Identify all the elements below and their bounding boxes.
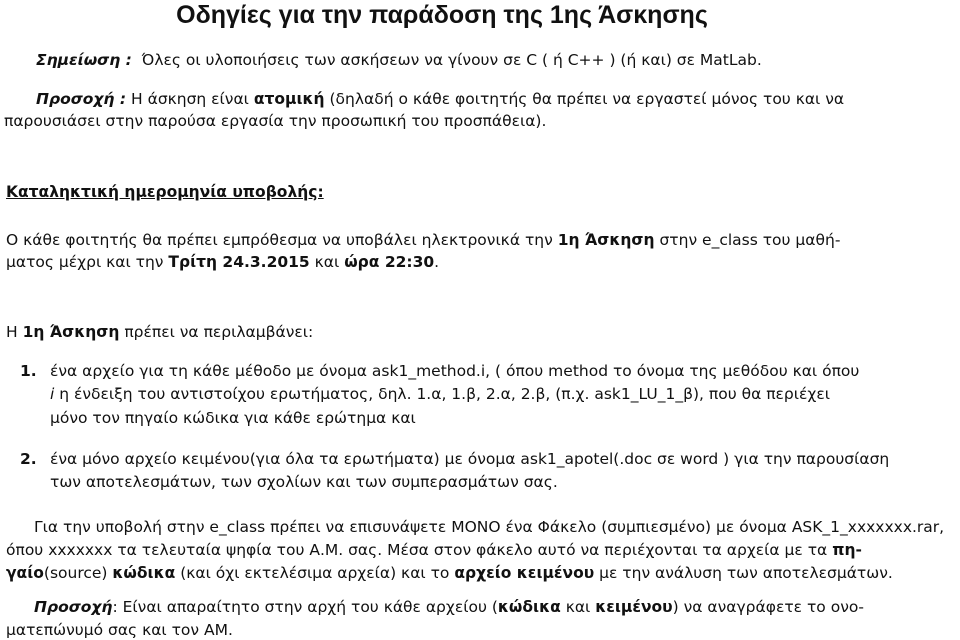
attention2-text-2: και	[565, 598, 591, 616]
deadline-line-2	[6, 252, 439, 272]
deadline-text-1: Ο κάθε φοιτητής θα πρέπει εμπρόθεσμα να υποβάλει ηλεκτρονικά την	[6, 231, 553, 249]
attention-text-2: (δηλαδή ο κάθε φοιτητής θα πρέπει να εργαστεί μόνος του και να	[329, 90, 845, 108]
submission-bold-1: πη-	[832, 541, 862, 559]
submission-text-2: (και όχι εκτελέσιμα αρχεία) και το	[180, 564, 450, 582]
page-title: Οδηγίες για την παράδοση της 1ης Άσκησης	[176, 1, 708, 29]
item-text: ένα μόνο αρχείο κειμένου(για όλα τα ερωτήματα) με όνομα ask1_apotel(.doc σε word ) για την παρουσίαση	[50, 450, 890, 468]
submission-line-3	[6, 563, 893, 583]
submission-text-file: αρχείο κειμένου	[454, 564, 595, 582]
attention-line-2: παρουσιάσει στην παρούσα εργασία την προσωπική του προσπάθεια).	[4, 112, 547, 130]
item-number: 1.	[20, 362, 37, 380]
attention-label: Προσοχή :	[36, 90, 127, 108]
submission-line-2	[6, 540, 862, 560]
deadline-date: Τρίτη 24.3.2015	[168, 253, 310, 271]
attention-bold: ατομική	[253, 90, 325, 108]
contents-text-1: Η	[6, 323, 18, 341]
contents-assignment: 1η Άσκηση	[22, 323, 120, 341]
deadline-text-2: στην e_class του μαθή-	[659, 231, 841, 249]
attention2-label: Προσοχή	[34, 598, 113, 616]
attention-line-1	[36, 89, 844, 109]
deadline-text-3: ματος μέχρι και την	[6, 253, 164, 271]
submission-text-3: με την ανάλυση των αποτελεσμάτων.	[599, 564, 893, 582]
item-2-line-2: των αποτελεσμάτων, των σχολίων και των συμπερασμάτων σας.	[50, 473, 558, 491]
deadline-heading	[6, 182, 324, 202]
deadline-time: ώρα 22:30	[344, 253, 435, 271]
list-item	[20, 449, 890, 469]
item-1-line-2	[50, 384, 830, 404]
submission-source: (source)	[43, 564, 108, 582]
submission-text-1: όπου xxxxxxx τα τελευταία ψηφία του Α.Μ. σας. Μέσα στον φάκελο αυτό να περιέχονται τα αρχεία με τα	[6, 541, 828, 559]
item-text: η ένδειξη του αντιστοίχου ερωτήματος, δηλ. 1.α, 1.β, 2.α, 2.β, (π.χ. ask1_LU_1_β), που θα περιέχει	[59, 385, 830, 403]
deadline-line-1	[6, 230, 840, 250]
attention2-text-file: κειμένου	[595, 598, 673, 616]
attention-text-1: Η άσκηση είναι	[131, 90, 249, 108]
deadline-text-4: και	[314, 253, 340, 271]
attention2-text-1: : Είναι απαραίτητο στην αρχή του κάθε αρχείου (	[112, 598, 498, 616]
contents-text-2: πρέπει να περιλαμβάνει:	[124, 323, 314, 341]
item-index-var: i	[50, 385, 55, 403]
attention2-code: κώδικα	[497, 598, 561, 616]
contents-line	[6, 322, 313, 342]
submission-code: κώδικα	[112, 564, 176, 582]
attention2-line-1	[34, 597, 864, 617]
deadline-period: .	[434, 253, 440, 271]
note-label: Σημείωση :	[36, 51, 132, 69]
deadline-assignment: 1η Άσκηση	[557, 231, 655, 249]
list-item	[20, 361, 860, 381]
deadline-heading-text: Καταληκτική ημερομηνία υποβολής:	[6, 183, 324, 201]
item-1-line-3: μόνο τον πηγαίο κώδικα για κάθε ερώτημα και	[50, 409, 416, 427]
submission-bold-2: γαίο	[6, 564, 44, 582]
note-line	[36, 50, 762, 70]
attention2-line-2: ματεπώνυμό σας και τον ΑΜ.	[6, 621, 233, 639]
attention2-text-3: ) να αναγράφετε το ονο-	[672, 598, 864, 616]
submission-line-1: Για την υποβολή στην e_class πρέπει να επισυνάψετε ΜΟΝΟ ένα Φάκελο (συμπιεσμένο) με όνομα ASK_1_xxxxxxx.rar,	[34, 518, 945, 536]
item-text: ένα αρχείο για τη κάθε μέθοδο με όνομα ask1_method.i, ( όπου method το όνομα της μεθόδου και όπου	[50, 362, 860, 380]
note-text: Όλες οι υλοποιήσεις των ασκήσεων να γίνουν σε C ( ή C++ ) (ή και) σε MatLab.	[141, 51, 762, 69]
item-number: 2.	[20, 450, 37, 468]
